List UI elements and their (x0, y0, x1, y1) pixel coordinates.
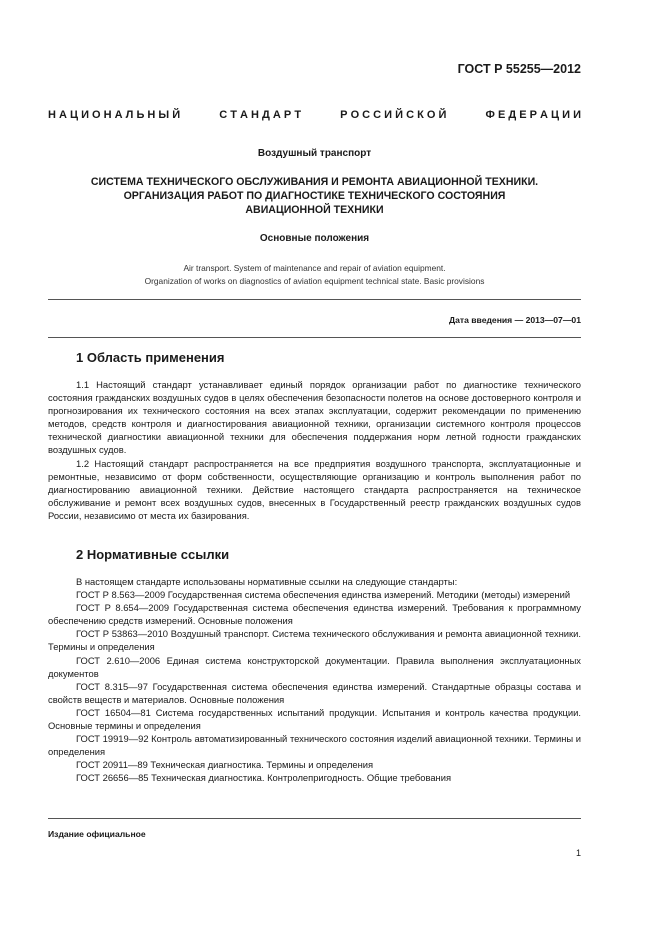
national-standard-banner (48, 109, 581, 121)
references-intro: В настоящем стандарте использованы нормативные ссылки на следующие стандарты: (76, 576, 458, 587)
reference-item: ГОСТ 2.610—2006 Единая система конструкторской документации. Правила выполнения эксплуатационных документов (48, 654, 581, 679)
reference-item: ГОСТ Р 8.654—2009 Государственная система обеспечения единства измерений. Требования к программному обеспечению средств измерений. Основные положения (48, 602, 581, 627)
banner-word: Р О С С И Й С К О Й (340, 109, 447, 121)
footer-divider (48, 818, 581, 819)
title-line: СИСТЕМА ТЕХНИЧЕСКОГО ОБСЛУЖИВАНИЯ И РЕМОНТА АВИАЦИОННОЙ ТЕХНИКИ. (90, 176, 539, 188)
reference-item: ГОСТ 19919—92 Контроль автоматизированный технического состояния изделий авиационной техники. Термины и определения (48, 733, 581, 758)
banner-word: Ф Е Д Е Р А Ц И И (485, 109, 581, 121)
top-divider (48, 299, 581, 300)
reference-item: ГОСТ 16504—81 Система государственных испытаний продукции. Испытания и контроль качества продукции. Основные термины и определения (48, 706, 581, 732)
date-divider (48, 337, 581, 338)
edition-label: Издание официальное (48, 829, 146, 839)
page-number: 1 (575, 848, 581, 858)
effective-date: Дата введения — 2013—07—01 (448, 315, 581, 325)
title-line: ОРГАНИЗАЦИЯ РАБОТ ПО ДИАГНОСТИКЕ ТЕХНИЧЕСКОГО СОСТОЯНИЯ (123, 190, 506, 202)
section-2-body (48, 575, 581, 785)
reference-item: ГОСТ Р 53863—2010 Воздушный транспорт. Система технического обслуживания и ремонта авиационной техники. Термины и определения (48, 628, 581, 653)
banner-word: Н А Ц И О Н А Л Ь Н Ы Й (48, 109, 181, 121)
document-subtitle: Основные положения (259, 233, 370, 244)
reference-item: ГОСТ 20911—89 Техническая диагностика. Термины и определения (76, 759, 374, 771)
section-1-heading: 1 Область применения (76, 350, 225, 365)
reference-item: ГОСТ 8.315—97 Государственная система обеспечения единства измерений. Стандартные образцы состава и свойств веществ и материалов. Основные положения (48, 680, 581, 705)
english-title-line: Organization of works on diagnostics of aviation equipment technical state. Basic provisions (144, 276, 485, 286)
document-title (48, 175, 581, 217)
paragraph: 1.1 Настоящий стандарт устанавливает единый порядок организации работ по диагностике технического состояния гражданских воздушных судов в целях обеспечения безопасности полетов на основе достоверного контроля и прогнозирования их технического состояния на всех этапах эксплуатации, содержит рекомендации по применению методов, средств контроля и диагностирования авиационной техники, организации системного контроля процессов технической диагностики авиационной техники для обеспечения поддержания норм летной годности гражданских воздушных судов. (48, 379, 581, 456)
english-title (48, 262, 581, 288)
section-1-body (48, 378, 581, 522)
english-title-line: Air transport. System of maintenance and repair of aviation equipment. (183, 263, 446, 273)
reference-item: ГОСТ 26656—85 Техническая диагностика. Контролепригодность. Общие требования (76, 772, 452, 784)
subject-line: Воздушный транспорт (257, 148, 372, 159)
reference-item: ГОСТ Р 8.563—2009 Государственная система обеспечения единства измерений. Методики (методы) измерений (76, 589, 571, 601)
paragraph: 1.2 Настоящий стандарт распространяется на все предприятия воздушного транспорта, эксплуатационные и ремонтные, независимо от форм собственности, осуществляющие организацию и контроль выполнения работ по диагностированию авиационной техники. Действие настоящего стандарта распространяется на техническое обслуживание и ремонт всех воздушных судов, внесенных в Государственный реестр гражданских воздушных судов России, независимо от места их базирования. (48, 457, 581, 521)
title-line: АВИАЦИОННОЙ ТЕХНИКИ (245, 204, 384, 216)
section-2-heading: 2 Нормативные ссылки (76, 547, 230, 562)
banner-word: С Т А Н Д А Р Т (219, 109, 302, 121)
document-code: ГОСТ Р 55255—2012 (457, 62, 581, 76)
